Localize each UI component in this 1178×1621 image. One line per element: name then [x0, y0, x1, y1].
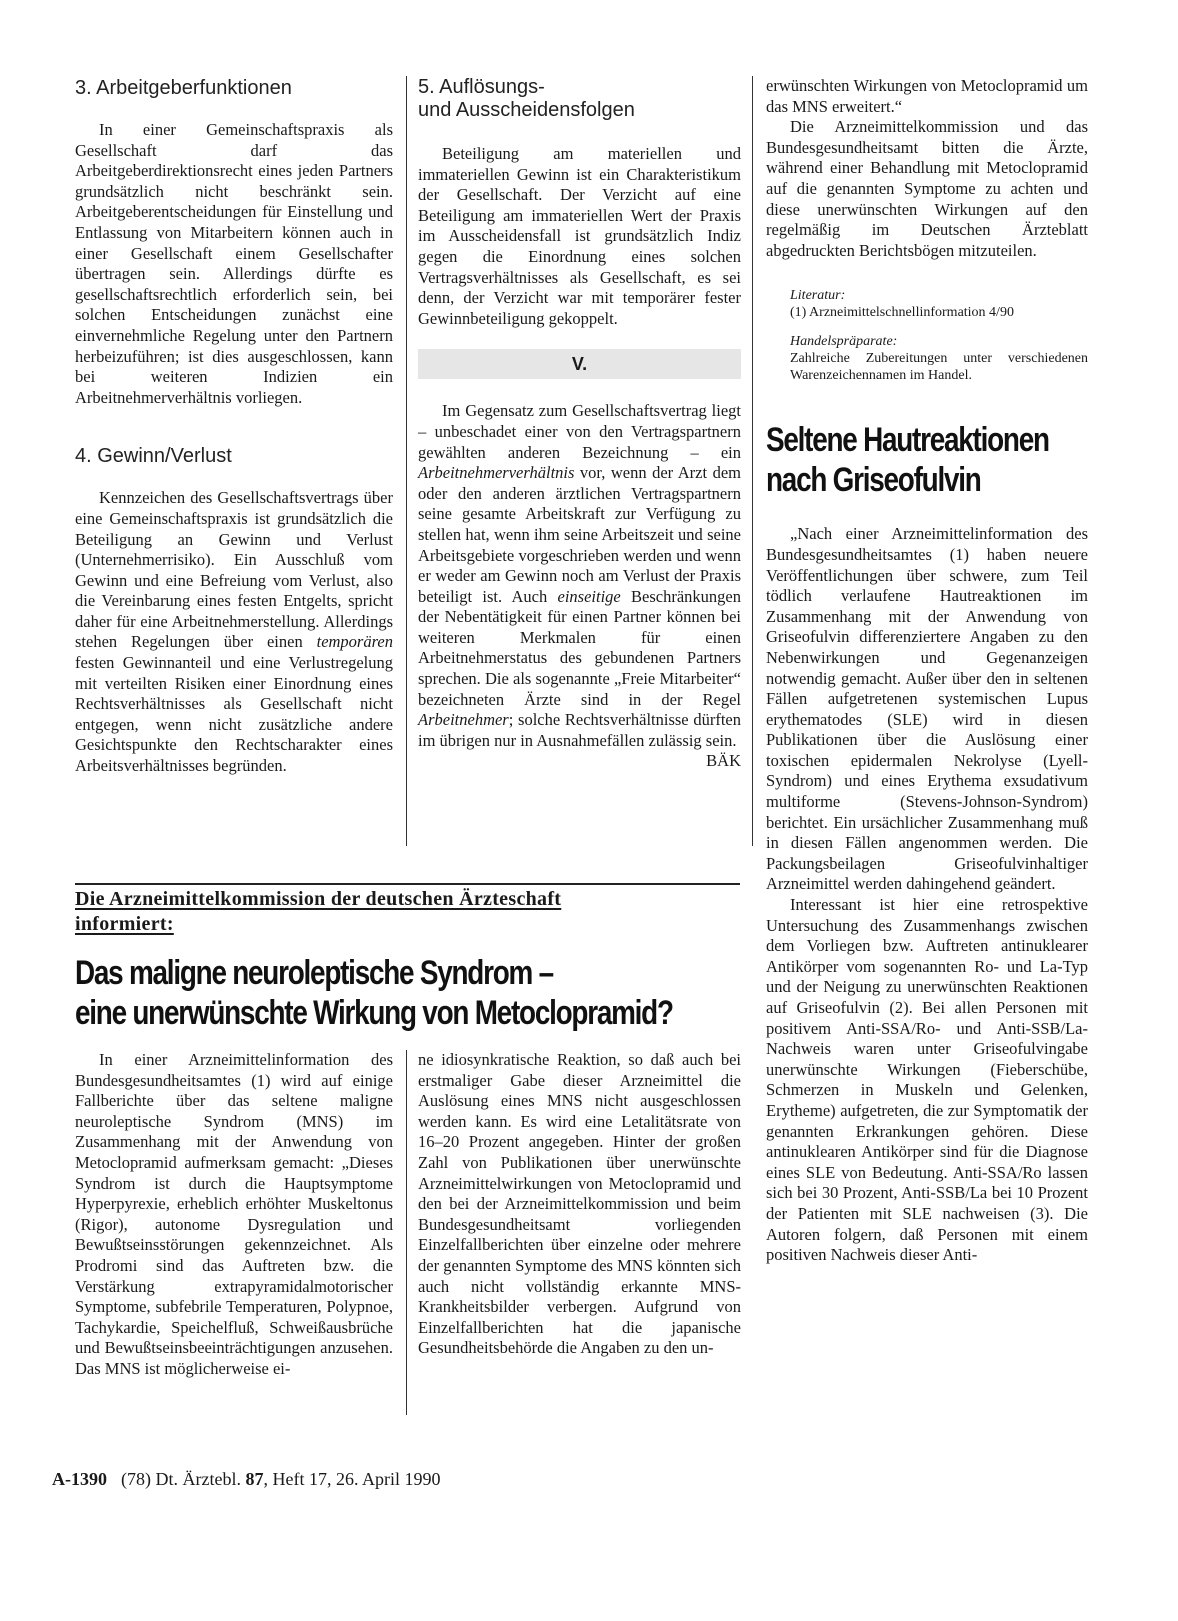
paragraph-arbeitgeberfunktionen: In einer Gemeinschaftspraxis als Gesellschaft darf das Arbeitgeberdirektionsrecht eines jeden Partners grundsätzlich nicht beschränkt sein. Arbeitgeberentscheidungen für Einstellung und Entlassung von Mitarbeitern können auch in einer Gesellschaft einem Gesellschafter übertragen sein. Allerdings dürfte es gesellschaftsrechtlich erforderlich sein, bei solchen Entscheidungen zunächst eine einvernehmliche Regelung unter den Partnern herbeizuführen; ist dies ausgeschlossen, kann bei weiteren Indizien ein Arbeitnehmerverhältnis vorliegen. [75, 120, 393, 407]
column-divider-1 [406, 76, 407, 846]
article-title-mns-line2: eine unerwünschte Wirkung von Metoclopramid? [75, 994, 673, 1032]
mns-column-left [75, 1050, 393, 1380]
column-divider-2 [752, 76, 753, 846]
section-heading-gewinn-verlust: 4. Gewinn/Verlust [75, 445, 232, 468]
section-heading-aufloesungsfolgen: 5. Auflösungs- und Ausscheidensfolgen [418, 76, 635, 121]
section-heading-arbeitgeberfunktionen: 3. Arbeitgeberfunktionen [75, 77, 292, 99]
page-number: A-1390 [52, 1469, 107, 1489]
column-left [75, 76, 393, 777]
paragraph-continuation: erwünschten Wirkungen von Metoclopramid um das MNS erweitert.“ [766, 76, 1088, 116]
author-signature: BÄK [706, 751, 741, 771]
citation-suffix: , Heft 17, 26. April 1990 [263, 1469, 441, 1489]
page-footer [52, 1468, 440, 1490]
literature-item: (1) Arzneimittelschnellinformation 4/90 [790, 305, 1014, 321]
references-block [790, 287, 1088, 384]
paragraph-request: Die Arzneimittelkommission und das Bundesgesundheitsamt bitten die Ärzte, während einer Behandlung mit Metoclopramid auf die genannten Symptome zu achten und diese unerwünschten Wirkungen auf den regelmäßig im Deutschen Ärzteblatt abgedruckten Berichtsbögen mitzuteilen. [766, 117, 1088, 260]
paragraph-aufloesungsfolgen: Beteiligung am materiellen und immateriellen Gewinn ist ein Charakteristikum der Gesellschaft. Der Verzicht auf eine Beteiligung am immateriellen Wert der Praxis im Ausscheidensfall ist grundsätzlich Indiz gegen die Einordnung eines solchen Vertragsverhältnisses als Gesellschaft, es sei denn, der Verzicht war mit temporärer fester Gewinnbeteiligung gekoppelt. [418, 144, 741, 328]
products-text: Zahlreiche Zubereitungen unter verschiedenen Warenzeichennamen im Handel. [790, 351, 1088, 384]
column-right [766, 76, 1088, 1266]
volume-number: 87 [245, 1469, 264, 1489]
literature-label: Literatur: [790, 288, 846, 304]
paragraph-mns-2: ne idiosynkratische Reaktion, so daß auch bei erstmaliger Gabe dieser Arzneimittel die Auslösung eines MNS nicht ausgeschlossen werden kann. Es wird eine Letalitätsrate von 16–20 Prozent angegeben. Hinter der großen Zahl von Publikationen über unerwünschte Arzneimittelwirkungen von Metoclopramid und den bei der Arzneimittelkommission und beim Bundesgesundheitsamt vorliegenden Einzelfallberichten über einzelne oder mehrere der genannten Symptome des MNS könnten sich auch nicht vollständig erkannte MNS-Krankheitsbilder verbergen. Aufgrund von Einzelfallberichten hat die japanische Gesundheitsbehörde die Angaben zu den un- [418, 1050, 741, 1358]
paragraph-mns-1: In einer Arzneimittelinformation des Bundesgesundheitsamtes (1) wird auf einige Fallberichte über das seltene maligne neuroleptische Syndrom (MNS) im Zusammenhang mit der Anwendung von Metoclopramid aufmerksam gemacht: „Dieses Syndrom ist durch die Hauptsymptome Hyperpyrexie, erheblich erhöhter Muskeltonus (Rigor), autonome Dysregulation und Bewußtseinsstörungen gekennzeichnet. Als Prodromi sind das Auftreten bzw. die Verstärkung extrapyramidalmotorischer Symptome, subfebrile Temperaturen, Polypnoe, Tachykardie, Speichelfluß, Schweißausbrüche und Bewußtseinsbeeinträchtigungen anzusehen. Das MNS ist möglicherweise ei- [75, 1050, 393, 1378]
mns-column-right [418, 1050, 741, 1359]
paragraph-griseofulvin-2: Interessant ist hier eine retrospektive Untersuchung des Zusammenhangs zwischen dem Vorliegen bzw. Auftreten antinuklearer Antikörper vom sogenannten Ro- und La-Typ und der Neigung zu unerwünschten Reaktionen auf Griseofulvin (2). Bei allen Personen mit positivem Anti-SSA/Ro- und Anti-SSB/La-Nachweis waren unter Griseofulvingabe unerwünschte Wirkungen (Fieberschübe, Schmerzen in Muskeln und Gelenken, Erytheme) aufgetreten, die zur Symptomatik der genannten Erkrankungen gehören. Diese antinuklearen Antikörper sind für die Diagnose eines SLE von Bedeutung. Anti-SSA/Ro lassen sich bei 30 Prozent, Anti-SSB/La bei 10 Prozent der Patienten mit SLE nachweisen (3). Die Autoren folgern, daß Personen mit einem positiven Nachweis dieser Anti- [766, 895, 1088, 1265]
section-numeral-v: V. [418, 349, 741, 379]
column-divider-3 [406, 1050, 407, 1415]
products-label: Handelspräparate: [790, 334, 898, 350]
paragraph-arbeitnehmerverhaeltnis: Im Gegensatz zum Gesellschaftsvertrag liegt – unbeschadet einer von den Vertragspartnern gewählten anderen Bezeichnung – ein Arbeitnehmerverhältnis vor, wenn der Arzt dem oder den anderen ärztlichen Vertragspartnern seine gesamte Arbeitskraft zur Verfügung zu stellen hat, wenn ihm seine Arbeitszeit und seine Arbeitsgebiete vorgeschrieben werden und wenn er weder am Gewinn noch am Verlust der Praxis beteiligt ist. Auch einseitige Beschränkungen der Nebentätigkeit für einen Partner können bei weiteren Merkmalen für einen Arbeitnehmerstatus des gebundenen Partners sprechen. Die als sogenannte „Freie Mitarbeiter“ bezeichneten Ärzte sind in der Regel Arbeitnehmer; solche Rechtsverhältnisse dürften im übrigen nur in Ausnahmefällen zulässig sein. BÄK [418, 401, 741, 771]
paragraph-gewinn-verlust: Kennzeichen des Gesellschaftsvertrags über eine Gemeinschaftspraxis ist grundsätzlich die Beteiligung an Gewinn und Verlust (Unternehmerrisiko). Ein Ausschluß vom Gewinn und eine Befreiung vom Verlust, also die Vereinbarung eines festen Entgelts, spricht daher für eine Arbeitnehmerstellung. Allerdings stehen Regelungen über einen temporären festen Gewinnanteil und eine Verlustregelung mit verteilten Risiken einer Einordnung eines Rechtsverhältnisses als Gesellschaft nicht entgegen, wenn nicht zusätzliche andere Gesichtspunkte den Rechtscharakter eines Arbeitsverhältnisses begründen. [75, 488, 393, 776]
citation-prefix: (78) Dt. Ärztebl. [121, 1469, 246, 1489]
column-middle [418, 76, 741, 772]
emphasis-temporaeren: temporären [316, 632, 393, 652]
article-title-griseofulvin: Seltene Hautreaktionen nach Griseofulvin [766, 421, 1049, 500]
akd-heading: Die Arzneimittelkommission der deutschen Ärzteschaft informiert: [75, 883, 740, 937]
article-title-mns-line1: Das maligne neuroleptische Syndrom – [75, 954, 553, 992]
paragraph-griseofulvin-1: „Nach einer Arzneimittelinformation des Bundesgesundheitsamtes (1) haben neuere Veröffentlichungen über schwere, zum Teil tödlich verlaufene Hautreaktionen im Zusammenhang mit der Anwendung von Griseofulvin differenziertere Angaben zu den Nebenwirkungen und Gegenanzeigen notwendig gemacht. Außer über den in seltenen Fällen aufgetretenen systemischen Lupus erythematodes (SLE) wird in diesen Publikationen über die Auslösung einer toxischen epidermalen Nekrolyse (Lyell-Syndrom) und eines Erythema exsudativum multiforme (Stevens-Johnson-Syndrom) berichtet. Ein ursächlicher Zusammenhang muß in diesen Fällen angenommen werden. Die Packungsbeilagen Griseofulvinhaltiger Arzneimittel werden dahingehend geändert. [766, 524, 1088, 894]
